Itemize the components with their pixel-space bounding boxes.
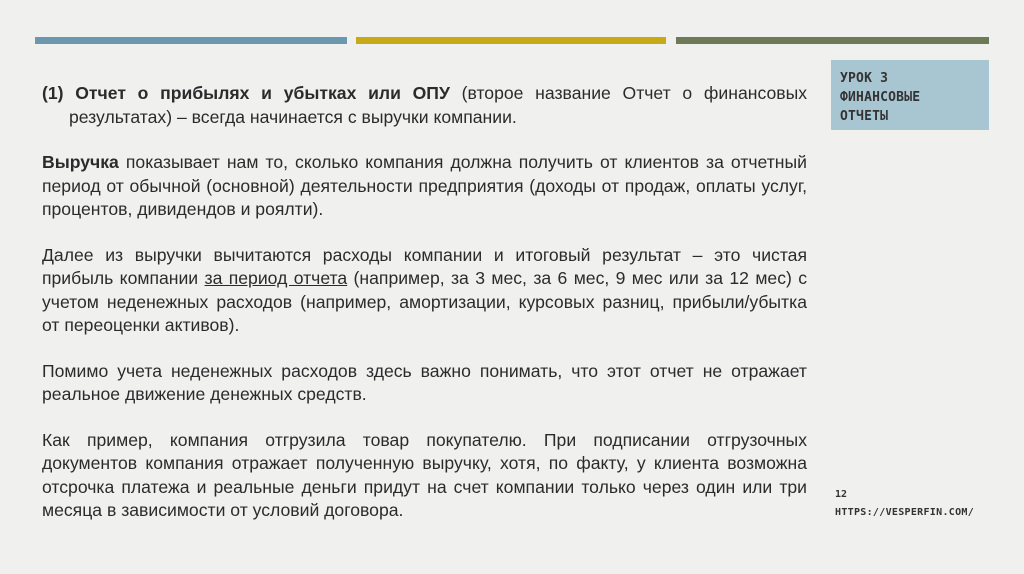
lesson-topic-line1: ФИНАНСОВЫЕ bbox=[840, 90, 921, 105]
paragraph-opu bbox=[42, 82, 807, 129]
website-link[interactable]: HTTPS://VESPERFIN.COM/ bbox=[835, 507, 975, 518]
opu-description: (второе название Отчет о финансовых результатах) – всегда начинается с выручки компании. bbox=[69, 83, 808, 127]
lesson-topic-line2: ОТЧЕТЫ bbox=[840, 109, 889, 124]
opu-term: Отчет о прибылях и убытках или ОПУ bbox=[75, 83, 450, 103]
paragraph-non-cash: Помимо учета неденежных расходов здесь важно понимать, что этот отчет не отражает реальное движение денежных средств. bbox=[42, 360, 807, 404]
lesson-number: УРОК 3 bbox=[840, 71, 889, 86]
revenue-term: Выручка bbox=[42, 152, 119, 172]
paragraph-net-profit bbox=[42, 244, 807, 338]
header-bar-green bbox=[676, 37, 989, 44]
page-number: 12 bbox=[835, 489, 848, 500]
lesson-title-box bbox=[831, 60, 989, 130]
revenue-description: показывает нам то, сколько компания должна получить от клиентов за отчетный период от обычной (основной) деятельности предприятия (доходы от продаж, оплаты услуг, процентов, дивидендов и роялти). bbox=[42, 152, 807, 219]
header-bar-yellow bbox=[356, 37, 666, 44]
paragraph-revenue bbox=[42, 151, 807, 222]
net-profit-text-end: (например, за 3 мес, за 6 мес, 9 мес или за 12 мес) с учетом неденежных расходов (например, амортизации, курсовых разниц, прибыли/убытка от переоценки активов). bbox=[42, 268, 808, 335]
paragraph-example: Как пример, компания отгрузила товар покупателю. При подписании отгрузочных документов компания отражает полученную выручку, хотя, по факту, у клиента возможна отсрочка платежа и реальные деньги придут на счет компании только через один или три месяца в зависимости от условий договора. bbox=[42, 429, 807, 520]
period-underlined: за период отчета bbox=[204, 268, 348, 288]
slide-body bbox=[42, 82, 807, 545]
net-profit-text-start: Далее из выручки вычитаются расходы компании и итоговый результат – это чистая прибыль компании bbox=[42, 244, 807, 288]
header-bar-blue bbox=[35, 37, 347, 44]
list-marker: (1) bbox=[42, 83, 64, 103]
